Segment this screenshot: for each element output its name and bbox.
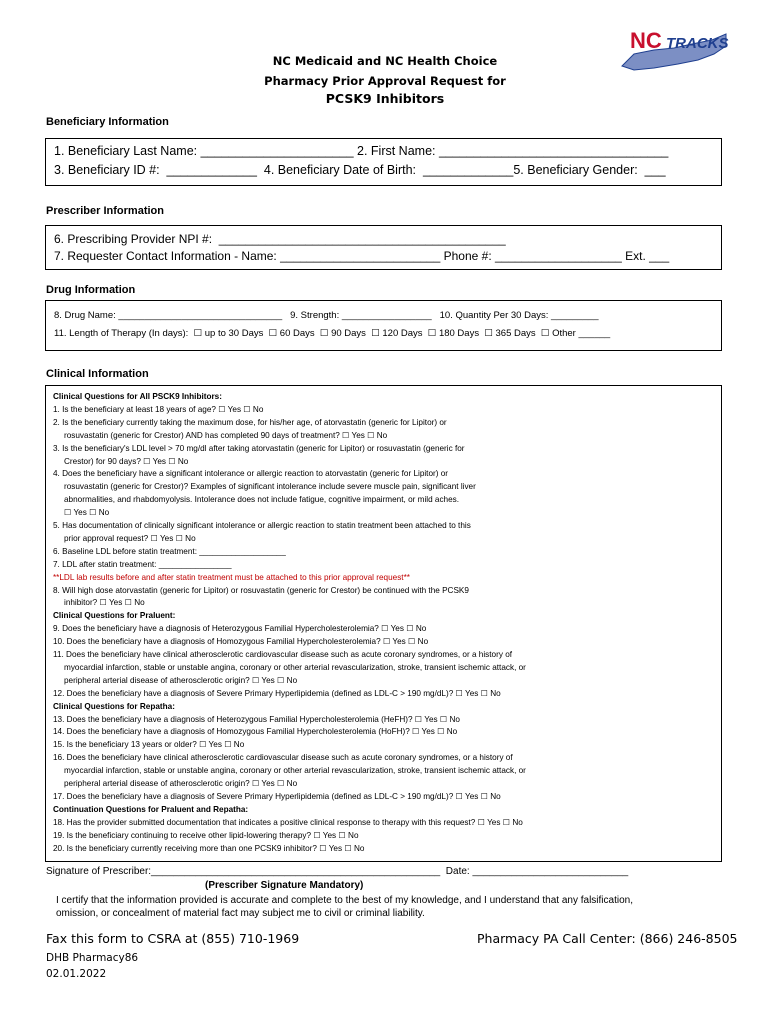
clinical-question-line[interactable]: 20. Is the beneficiary currently receiving more than one PCSK9 inhibitor? ☐ Yes ☐ No [53,843,365,853]
signature-mandatory-note: (Prescriber Signature Mandatory) [205,880,364,891]
clinical-question-line: 8. Will high dose atorvastatin (generic for Lipitor) or rosuvastatin (generic for Crestor) be continued with the PCSK9 [53,585,469,595]
certification-line-2: omission, or concealment of material fact may subject me to civil or criminal liability. [56,908,425,919]
clinical-question-line[interactable]: 1. Is the beneficiary at least 18 years of age? ☐ Yes ☐ No [53,404,264,414]
clinical-question-line[interactable]: 14. Does the beneficiary have a diagnosis of Homozygous Familial Hypercholesterolemia (HoFH)? ☐ Yes ☐ No [53,727,458,737]
clinical-question-line[interactable]: 19. Is the beneficiary continuing to receive other lipid-lowering therapy? ☐ Yes ☐ No [53,830,359,840]
clinical-question-line[interactable]: 7. LDL after statin treatment: ________________ [53,559,232,569]
clinical-section-heading: Continuation Questions for Praluent and Repatha: [53,804,249,814]
clinical-question-line[interactable]: inhibitor? ☐ Yes ☐ No [64,598,145,608]
clinical-question-line[interactable]: ☐ Yes ☐ No [64,508,110,518]
clinical-question-line: myocardial infarction, stable or unstable angina, coronary or other arterial revascularization, stroke, transient ischemic attack, or [64,766,526,776]
title-line-1: NC Medicaid and NC Health Choice [272,54,498,68]
clinical-question-line: 5. Has documentation of clinically significant intolerance or allergic reaction to statin treatment been attached to this [53,521,471,530]
prescriber-line-1[interactable]: 6. Prescribing Provider NPI #: ___________________________________________ [54,232,506,246]
clinical-question-line[interactable]: 9. Does the beneficiary have a diagnosis of Heterozygous Familial Hypercholesterolemia? ☐ Yes ☐ No [53,624,427,634]
clinical-question-line[interactable]: 18. Has the provider submitted documentation that indicates a positive clinical response to therapy with this request? ☐ Yes ☐ No [53,817,523,827]
title-line-2: Pharmacy Prior Approval Request for [264,74,506,88]
prescriber-box [45,225,722,270]
clinical-question-line: **LDL lab results before and after statin treatment must be attached to this prior approval request** [53,572,410,582]
clinical-section-heading: Clinical Questions for Repatha: [53,701,175,711]
drug-box [45,300,722,351]
clinical-question-line: myocardial infarction, stable or unstable angina, coronary or other arterial revascularization, stroke, transient ischemic attack, or [64,662,526,672]
clinical-question-line: 2. Is the beneficiary currently taking the maximum dose, for his/her age, of atorvastatin (generic for Lipitor) or [53,417,447,427]
clinical-question-line[interactable]: rosuvastatin (generic for Crestor) AND has completed 90 days of treatment? ☐ Yes ☐ No [64,430,388,440]
beneficiary-line-1[interactable]: 1. Beneficiary Last Name: ______________________ 2. First Name: _________________________________ [54,144,669,158]
clinical-question-line: 3. Is the beneficiary's LDL level > 70 mg/dl after taking atorvastatin (generic for Lipitor) or rosuvastatin (generic for [53,443,465,453]
title-line-3: PCSK9 Inhibitors [325,91,445,106]
signature-line[interactable]: Signature of Prescriber:____________________________________________________ Date: ____________________________ [46,866,629,877]
clinical-question-line: rosuvastatin (generic for Crestor)? Examples of significant intolerance include severe muscle pain, significant liver [64,482,476,492]
certification-line-1: I certify that the information provided is accurate and complete to the best of my knowledge, and I understand that any falsification, [56,895,633,906]
clinical-question-line[interactable]: Crestor) for 90 days? ☐ Yes ☐ No [64,456,189,466]
drug-line-1[interactable]: 8. Drug Name: _______________________________ 9. Strength: _________________ 10. Quantity Per 30 Days: _________ [54,310,599,321]
clinical-question-line[interactable]: 12. Does the beneficiary have a diagnosis of Severe Primary Hyperlipidemia (defined as LDL-C > 190 mg/dL)? ☐ Yes ☐ No [53,688,501,698]
beneficiary-line-2[interactable]: 3. Beneficiary ID #: _____________ 4. Beneficiary Date of Birth: _____________5. Beneficiary Gender: ___ [54,163,666,177]
drug-line-2[interactable]: 11. Length of Therapy (In days): ☐ up to 30 Days ☐ 60 Days ☐ 90 Days ☐ 120 Days ☐ 180 Days ☐ 365 Days ☐ Other ______ [54,328,611,339]
clinical-section-heading: Clinical Questions for Praluent: [53,611,176,621]
clinical-question-line: abnormalities, and rhabdomyolysis. Intolerance does not include fatigue, cognitive impairment, or mild aches. [64,495,460,505]
prescriber-heading: Prescriber Information [46,205,164,217]
form-id: DHB Pharmacy86 [46,952,139,964]
svg-text:NC: NC [630,28,662,53]
drug-heading: Drug Information [46,284,136,296]
clinical-question-line[interactable]: prior approval request? ☐ Yes ☐ No [64,533,196,543]
clinical-question-line[interactable]: 10. Does the beneficiary have a diagnosis of Homozygous Familial Hypercholesterolemia? ☐ Yes ☐ No [53,637,429,647]
clinical-question-line: 11. Does the beneficiary have clinical atherosclerotic cardiovascular disease such as acute coronary syndromes, or a history of [53,650,513,659]
clinical-question-line[interactable]: 6. Baseline LDL before statin treatment: ___________________ [53,546,286,556]
clinical-question-line[interactable]: peripheral arterial disease of atherosclerotic origin? ☐ Yes ☐ No [64,675,298,685]
certification-text [56,894,736,920]
nctracks-logo [614,18,734,74]
fax-instructions: Fax this form to CSRA at (855) 710-1969 [46,931,300,946]
svg-text:TRACKS: TRACKS [666,35,729,52]
form-date: 02.01.2022 [46,968,107,980]
clinical-question-line: 4. Does the beneficiary have a significant intolerance or allergic reaction to atorvastatin (generic for Lipitor) or [53,469,449,479]
clinical-question-line[interactable]: 13. Does the beneficiary have a diagnosis of Heterozygous Familial Hypercholesterolemia (HeFH)? ☐ Yes ☐ No [53,714,460,724]
clinical-question-line[interactable]: 15. Is the beneficiary 13 years or older? ☐ Yes ☐ No [53,740,245,750]
clinical-question-line: 16. Does the beneficiary have clinical atherosclerotic cardiovascular disease such as acute coronary syndromes, or a history of [53,753,513,763]
clinical-box [45,385,722,862]
nc-state-icon [614,18,734,74]
clinical-question-line[interactable]: 17. Does the beneficiary have a diagnosis of Severe Primary Hyperlipidemia (defined as LDL-C > 190 mg/dL)? ☐ Yes ☐ No [53,791,501,801]
call-center-number: Pharmacy PA Call Center: (866) 246-8505 [477,931,738,946]
form-footer [46,950,138,982]
clinical-heading: Clinical Information [46,368,149,380]
clinical-section-heading: Clinical Questions for All PSCK9 Inhibitors: [53,392,222,401]
clinical-question-line[interactable]: peripheral arterial disease of atherosclerotic origin? ☐ Yes ☐ No [64,779,298,788]
beneficiary-heading: Beneficiary Information [46,116,169,128]
beneficiary-box [45,138,722,186]
prescriber-line-2[interactable]: 7. Requester Contact Information - Name: ________________________ Phone #: ___________________ Ext. ___ [54,249,670,263]
